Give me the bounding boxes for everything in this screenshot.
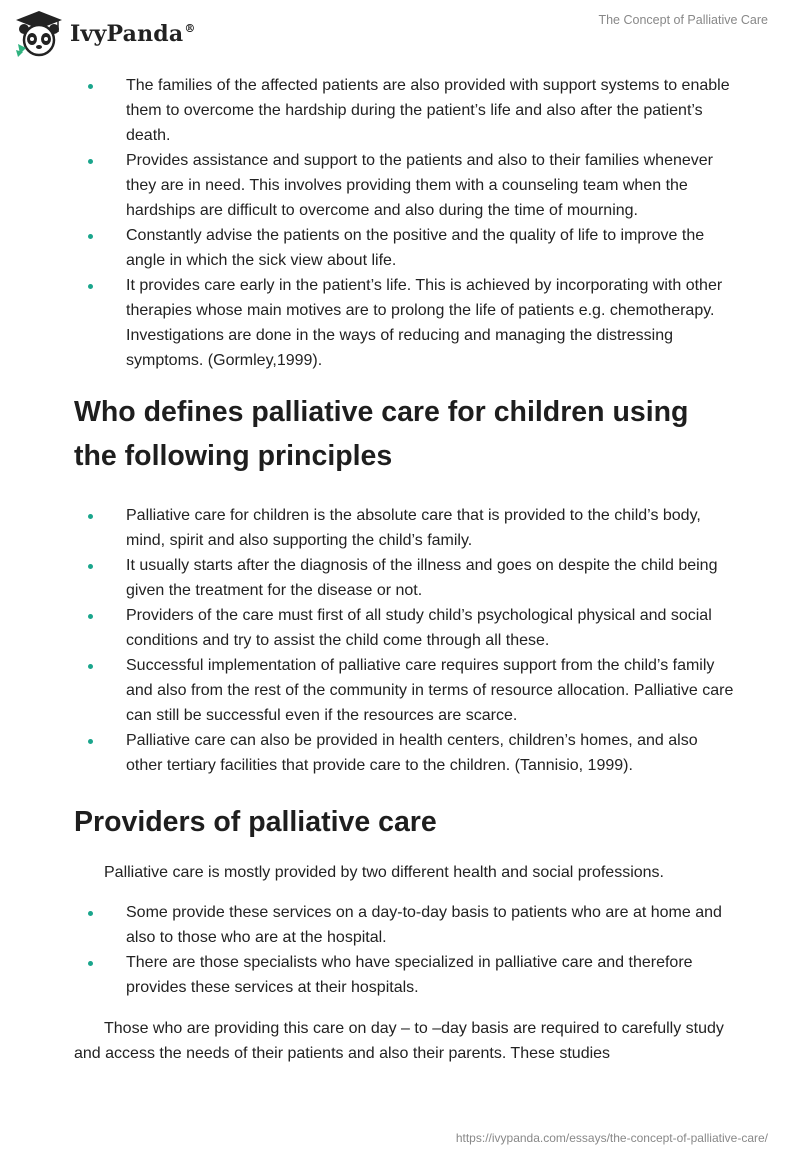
section-heading-children-principles: Who defines palliative care for children using the following principles xyxy=(74,396,689,472)
list-item: Provides assistance and support to the patients and also to their families whenever they are in need. This involves providing them with a counseling team when the hardships are difficult to overcome and also during the time of mourning. xyxy=(74,148,734,223)
bullet-list-providers xyxy=(74,900,734,1000)
bullet-list-intro xyxy=(74,73,734,373)
body-paragraph: Those who are providing this care on day – to –day basis are required to carefully study and access the needs of their patients and also their parents. These studies xyxy=(74,1020,724,1062)
bullet-icon xyxy=(88,514,93,519)
source-url-link[interactable]: https://ivypanda.com/essays/the-concept-of-palliative-care/ xyxy=(455,1131,768,1145)
registered-mark: ® xyxy=(184,22,196,35)
list-item: It usually starts after the diagnosis of the illness and goes on despite the child being given the treatment for the disease or not. xyxy=(74,553,734,603)
bullet-icon xyxy=(88,614,93,619)
bullet-list-children xyxy=(74,503,734,778)
bullet-icon xyxy=(88,84,93,89)
providers-intro: Palliative care is mostly provided by two different health and social professions. xyxy=(104,864,664,881)
list-item: Palliative care can also be provided in health centers, children’s homes, and also other tertiary facilities that provide care to the children. (Tannisio, 1999). xyxy=(74,728,734,778)
panda-graduate-icon xyxy=(14,10,64,58)
list-item: There are those specialists who have specialized in palliative care and therefore provides these services at their hospitals. xyxy=(74,950,734,1000)
bullet-icon xyxy=(88,284,93,289)
section-heading-providers: Providers of palliative care xyxy=(74,806,437,838)
list-item: Constantly advise the patients on the positive and the quality of life to improve the angle in which the sick view about life. xyxy=(74,223,734,273)
ivypanda-logo[interactable] xyxy=(14,10,196,58)
list-item: Palliative care for children is the absolute care that is provided to the child’s body, mind, spirit and also supporting the child’s family. xyxy=(74,503,734,553)
bullet-icon xyxy=(88,961,93,966)
document-title: The Concept of Palliative Care xyxy=(598,13,768,27)
bullet-icon xyxy=(88,564,93,569)
page-header xyxy=(0,0,800,70)
list-item: It provides care early in the patient’s life. This is achieved by incorporating with other therapies whose main motives are to prolong the life of patients e.g. chemotherapy. Investigations are done in the ways of reducing and managing the distressing symptoms. (Gormley,1999). xyxy=(74,273,734,373)
list-item: Some provide these services on a day-to-day basis to patients who are at home and also to those who are at the hospital. xyxy=(74,900,734,950)
brand-name: IvyPanda® xyxy=(70,21,196,47)
essay-body xyxy=(74,70,734,1066)
bullet-icon xyxy=(88,739,93,744)
list-item: Providers of the care must first of all study child’s psychological physical and social conditions and try to assist the child come through all these. xyxy=(74,603,734,653)
list-item: The families of the affected patients are also provided with support systems to enable them to overcome the hardship during the patient’s life and also after the patient’s death. xyxy=(74,73,734,148)
bullet-icon xyxy=(88,234,93,239)
list-item: Successful implementation of palliative care requires support from the child’s family and also from the rest of the community in terms of resource allocation. Palliative care can still be successful even if the resources are scarce. xyxy=(74,653,734,728)
bullet-icon xyxy=(88,664,93,669)
bullet-icon xyxy=(88,159,93,164)
bullet-icon xyxy=(88,911,93,916)
